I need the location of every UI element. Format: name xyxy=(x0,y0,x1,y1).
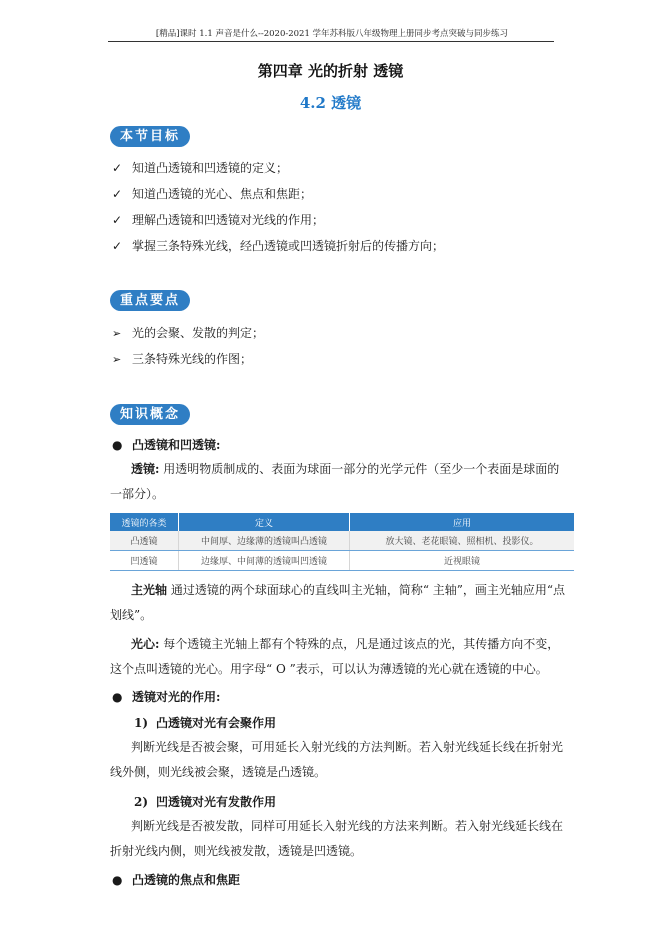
concept-heading: ● 透镜对光的作用: xyxy=(112,690,221,704)
arrow-bullet-icon: ➢ xyxy=(112,327,122,340)
section-title: 4.2 透镜 xyxy=(299,94,362,112)
main-axis-definition: 主光轴 通过透镜的两个球面球心的直线叫主光轴，简称“ 主轴”，画主光轴应用“点 xyxy=(131,583,566,597)
table-cell: 凹透镜 xyxy=(110,551,179,571)
table-cell: 近视眼镜 xyxy=(350,551,575,571)
bullet-icon: ● xyxy=(112,438,123,452)
table-header-cell: 应用 xyxy=(350,513,575,531)
page-header: [精品]课时 1.1 声音是什么--2020-2021 学年苏科版八年级物理上册同步考点突破与同步练习 xyxy=(155,29,509,39)
check-icon: ✓ xyxy=(112,239,123,253)
keypoint-item: ➢ 光的会聚、发散的判定； xyxy=(112,326,265,340)
bullet-icon: ● xyxy=(112,690,123,704)
goals-badge: 本节目标 xyxy=(110,126,190,147)
goal-item: ✓ 知道凸透镜和凹透镜的定义； xyxy=(112,161,289,175)
concept-heading: ● 凸透镜和凹透镜: xyxy=(112,438,221,452)
table-cell: 凸透镜 xyxy=(110,531,179,551)
check-icon: ✓ xyxy=(112,161,123,175)
table-cell: 中间厚、边缘薄的透镜叫凸透镜 xyxy=(179,531,350,551)
main-axis-definition-cont: 划线”。 xyxy=(110,608,153,622)
lens-definition-cont: 一部分）。 xyxy=(110,487,165,501)
table-header-row xyxy=(110,513,574,531)
chapter-title: 第四章 光的折射 透镜 xyxy=(257,62,404,80)
subheading-converge: 1) 凸透镜对光有会聚作用 xyxy=(134,716,277,730)
keypoint-item: ➢ 三条特殊光线的作图； xyxy=(112,352,253,366)
bullet-icon: ● xyxy=(112,873,123,887)
keypoints-badge: 重点要点 xyxy=(110,290,190,311)
table-cell: 放大镜、老花眼镜、照相机、投影仪。 xyxy=(350,531,575,551)
table-header-cell: 透镜的各类 xyxy=(110,513,179,531)
table-header-cell: 定义 xyxy=(179,513,350,531)
concepts-badge: 知识概念 xyxy=(110,404,190,425)
lens-definition: 透镜: 用透明物质制成的、表面为球面一部分的光学元件（至少一个表面是球面的 xyxy=(131,462,560,476)
table-row xyxy=(110,531,574,551)
optical-center-definition-cont: 这个点叫透镜的光心。用字母“ O ”表示，可以认为薄透镜的光心就在透镜的中心。 xyxy=(110,662,548,676)
goal-item: ✓ 知道凸透镜的光心、焦点和焦距； xyxy=(112,187,313,201)
header-divider xyxy=(108,41,554,42)
check-icon: ✓ xyxy=(112,213,123,227)
check-icon: ✓ xyxy=(112,187,123,201)
converge-text: 判断光线是否被会聚，可用延长入射光线的方法判断。若入射光线延长线在折射光 xyxy=(131,740,564,754)
concept-heading: ● 凸透镜的焦点和焦距 xyxy=(112,873,241,887)
converge-text-cont: 线外侧，则光线被会聚，透镜是凸透镜。 xyxy=(110,765,327,779)
goal-item: ✓ 掌握三条特殊光线，经凸透镜或凹透镜折射后的传播方向； xyxy=(112,239,445,253)
table-row xyxy=(110,551,574,571)
optical-center-definition: 光心: 每个透镜主光轴上都有个特殊的点，凡是通过该点的光，其传播方向不变， xyxy=(131,637,560,651)
subheading-diverge: 2) 凹透镜对光有发散作用 xyxy=(134,795,277,809)
goal-item: ✓ 理解凸透镜和凹透镜对光线的作用； xyxy=(112,213,325,227)
diverge-text-cont: 折射光线内侧，则光线被发散，透镜是凹透镜。 xyxy=(110,844,363,858)
table-cell: 边缘厚、中间薄的透镜叫凹透镜 xyxy=(179,551,350,571)
arrow-bullet-icon: ➢ xyxy=(112,353,122,366)
lens-table xyxy=(110,513,574,571)
diverge-text: 判断光线是否被发散，同样可用延长入射光线的方法来判断。若入射光线延长线在 xyxy=(131,819,564,833)
